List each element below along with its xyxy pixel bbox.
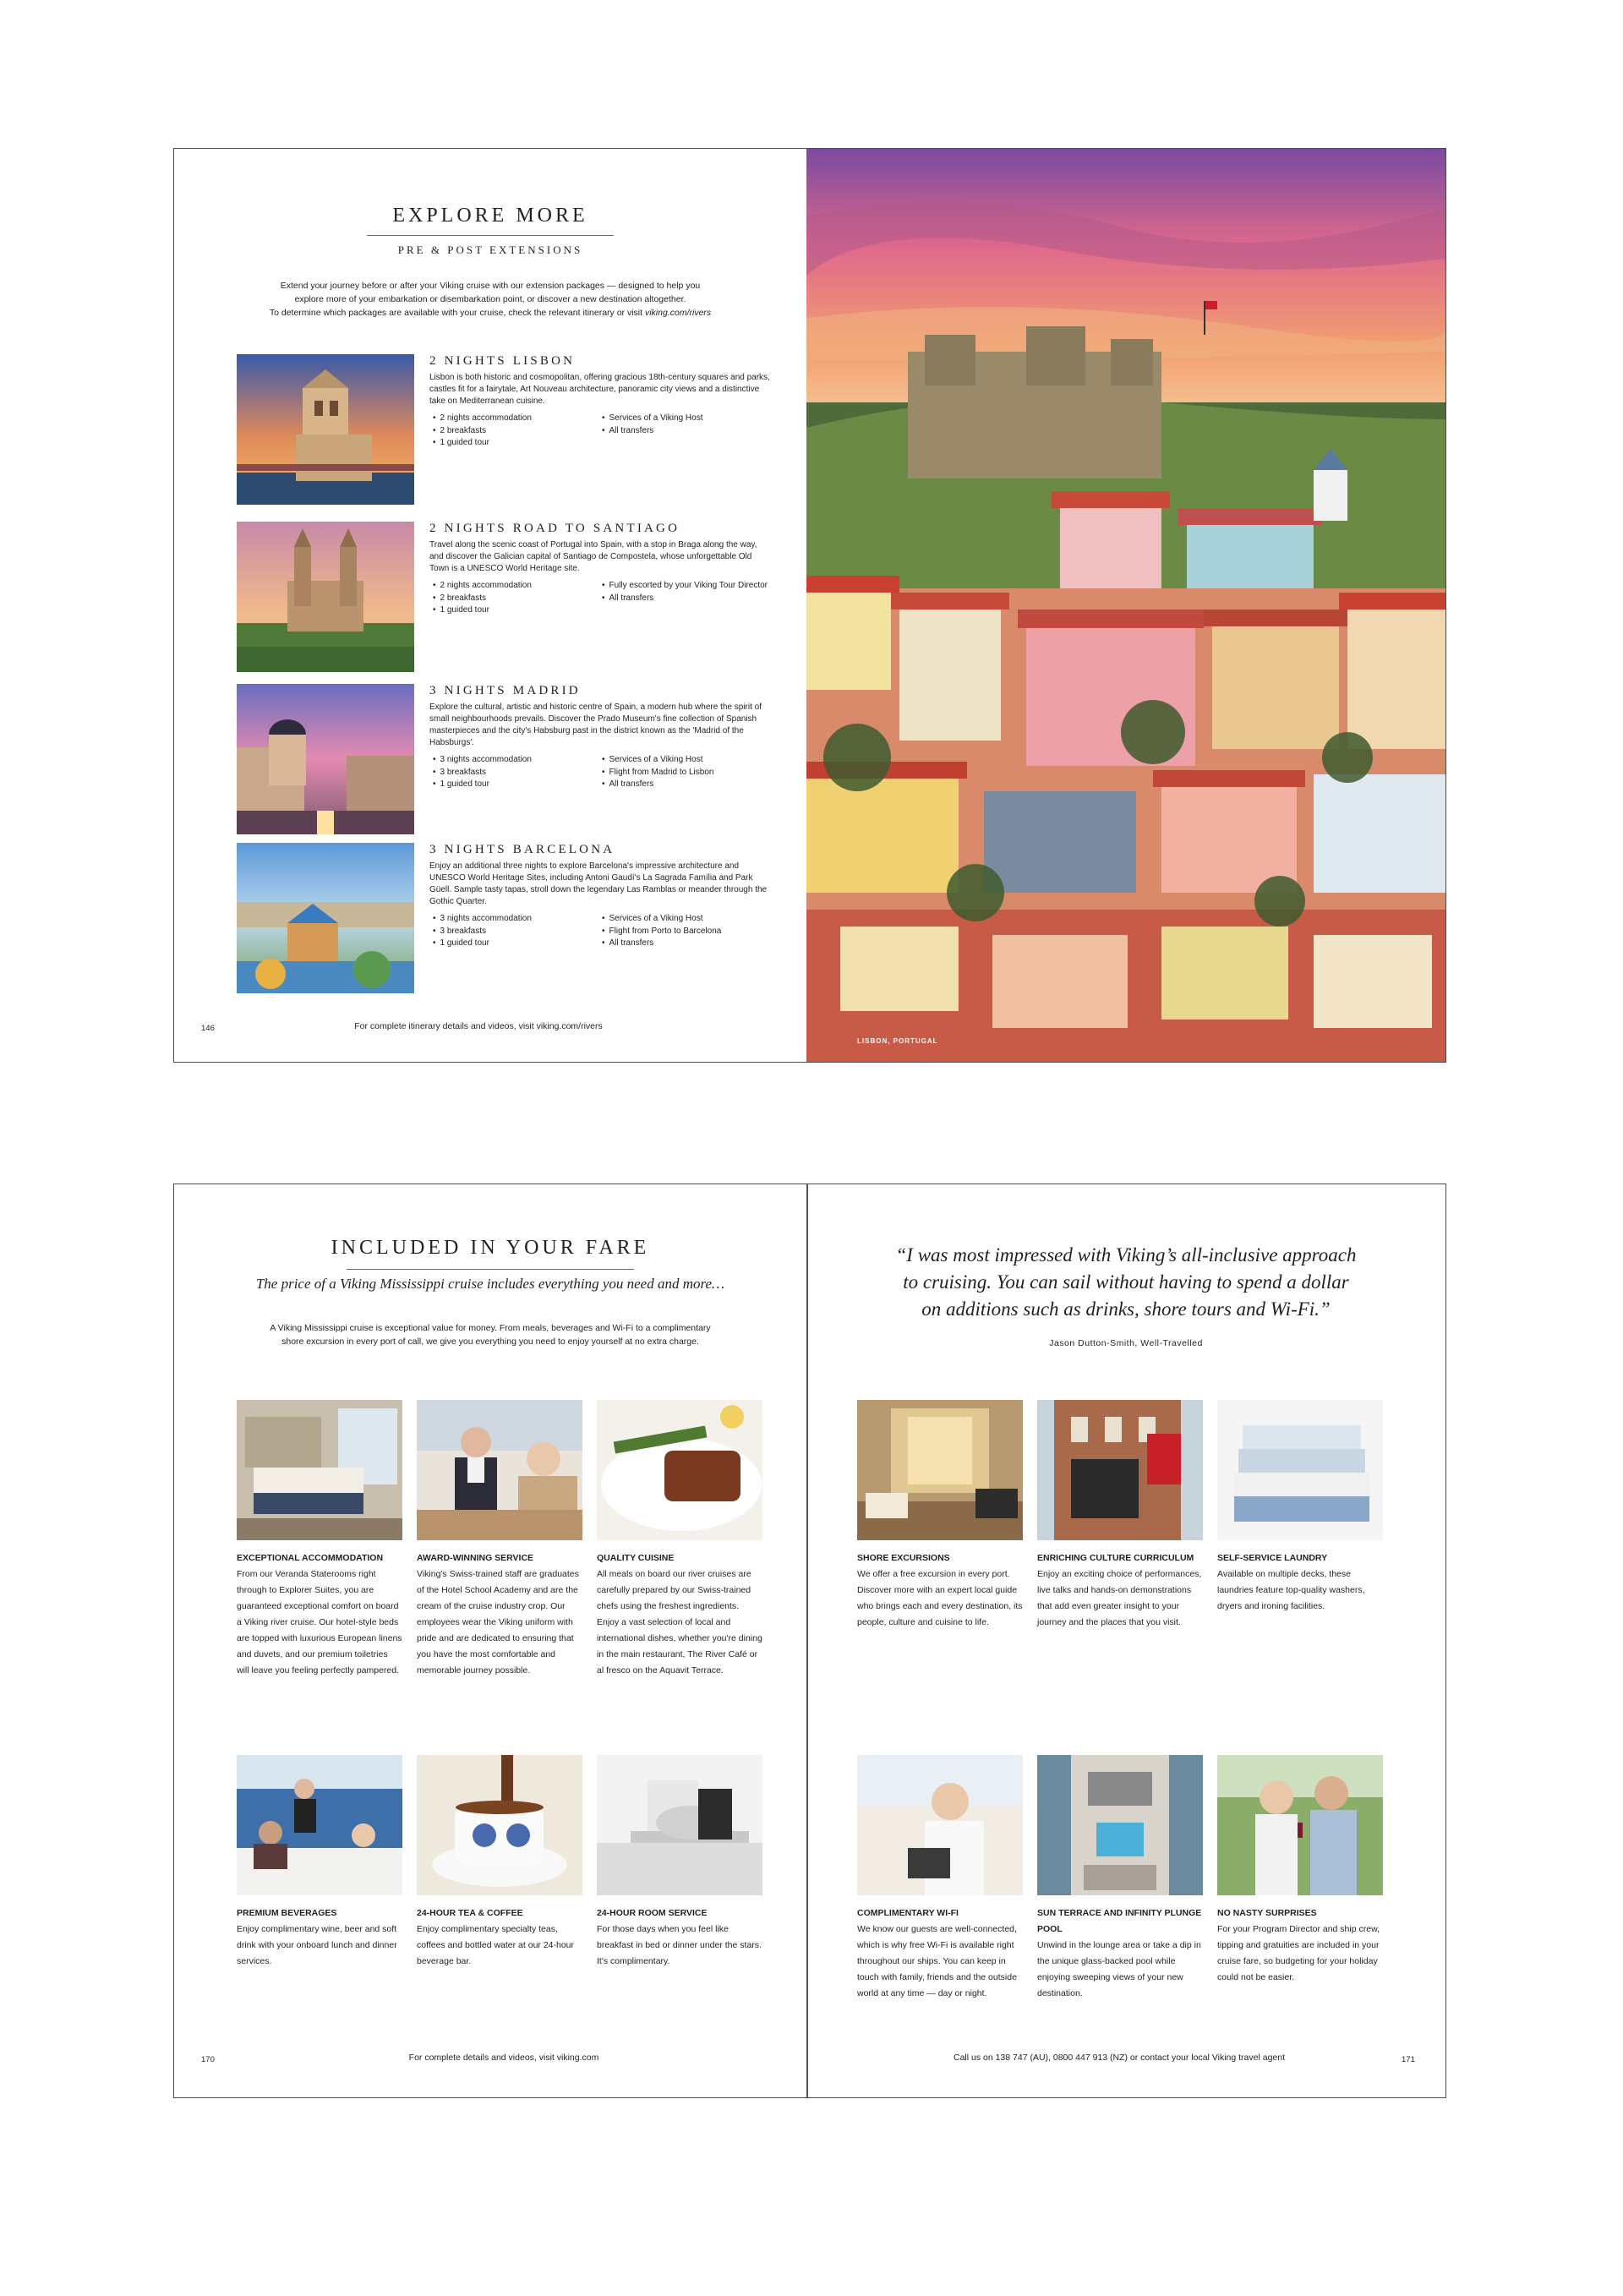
extension-body [429,354,771,450]
feature-text: For those days when you feel like breakfast in bed or dinner under the stars. It's complimentary. [597,1924,762,1966]
stateroom-photo [237,1400,402,1540]
inclusion-item: • Flight from Porto to Barcelona [598,926,768,938]
coffee-cup-photo [417,1755,582,1895]
intro-line: shore excursion in every port of call, we give you everything you need to enjoy yourself at no extra charge. [281,1337,699,1347]
inclusions-col-1 [429,580,598,617]
inclusion-item: • 2 nights accommodation [429,580,598,593]
explore-spread [173,148,1446,1063]
extension-body [429,684,771,791]
quote-attribution: Jason Dutton-Smith, Well-Travelled [1049,1338,1203,1348]
feature-title: ENRICHING CULTURE CURRICULUM [1037,1553,1194,1563]
intro-line: Extend your journey before or after your Viking cruise with our extension packages — designed to help you [280,281,701,291]
inclusion-item: • 2 breakfasts [429,593,598,605]
extension-title: 2 NIGHTS ROAD TO SANTIAGO [429,522,680,535]
feature-tile [597,1755,762,1970]
page-number: 146 [201,1024,215,1033]
feature-title: QUALITY CUISINE [597,1553,675,1563]
inclusions-col-1 [429,913,598,950]
inclusions-col-2 [598,754,768,791]
feature-tile [237,1400,402,1679]
extension-card [237,684,778,834]
feature-title: AWARD-WINNING SERVICE [417,1553,534,1563]
santiago-cathedral-photo [237,522,414,672]
feature-tile [1037,1400,1203,1631]
ship-deck-photo [1037,1755,1203,1895]
quote-line: “I was most impressed with Viking’s all-inclusive approach [895,1244,1357,1266]
feature-text: From our Veranda Staterooms right through to Explorer Suites, you are guaranteed exceptional comfort on board a Viking river cruise. Our hotel-style beds are topped with luxurious European linens and duvets, and our premium toiletries will leave you feeling perfectly pampered. [237,1569,402,1676]
inclusion-item: • Services of a Viking Host [598,913,768,926]
feature-title: SELF-SERVICE LAUNDRY [1217,1553,1328,1563]
feature-text: Enjoy complimentary wine, beer and soft drink with your onboard lunch and dinner services. [237,1924,397,1966]
feature-title: PREMIUM BEVERAGES [237,1908,337,1918]
park-guell-photo [237,843,414,993]
feature-title: NO NASTY SURPRISES [1217,1908,1317,1918]
page-subtitle: PRE & POST EXTENSIONS [397,243,583,256]
lounge-photo [857,1400,1023,1540]
page-footer: For complete details and videos, visit viking.com [408,2053,599,2063]
tablet-photo [857,1755,1023,1895]
inclusion-item: • 3 breakfasts [429,767,598,779]
page-footer: For complete itinerary details and videos, visit viking.com/rivers [354,1021,603,1031]
feature-text: We know our guests are well-connected, which is why free Wi-Fi is available right throughout our ships. You can keep in touch with family, friends and the outside world at any time — day or night. [857,1924,1017,1998]
page-number: 171 [1402,2055,1415,2064]
inclusion-item: • 3 nights accommodation [429,913,598,926]
explore-page [174,149,806,1062]
inclusion-item: • Fully escorted by your Viking Tour Director [598,580,768,593]
inclusions-col-1 [429,413,598,450]
intro-text [208,279,773,320]
extension-title: 2 NIGHTS LISBON [429,354,576,368]
feature-text: Enjoy an exciting choice of performances, live talks and hands-on demonstrations that add even greater insight to your journey and the places that you visit. [1037,1569,1202,1627]
feature-title: SHORE EXCURSIONS [857,1553,950,1563]
title-divider [367,235,614,236]
madrid-metropolis-photo [237,684,414,834]
hero-page [806,149,1445,1062]
quote-page [806,1184,1445,2097]
inclusion-item: • 1 guided tour [429,437,598,450]
feature-tile [857,1755,1023,2002]
extension-card [237,522,778,672]
feature-tile [1217,1755,1383,1986]
lisbon-hero-photo [806,149,1445,1062]
feature-title: COMPLIMENTARY WI-FI [857,1908,959,1918]
inclusion-item: • Services of a Viking Host [598,754,768,767]
feature-tile [417,1755,582,1970]
extension-card [237,354,778,505]
inclusion-item: • 1 guided tour [429,604,598,617]
testimonial-quote [866,1242,1386,1323]
page-footer: Call us on 138 747 (AU), 0800 447 913 (NZ) or contact your local Viking travel agent [953,2053,1286,2063]
feature-text: Available on multiple decks, these laundries feature top-quality washers, dryers and ironing facilities. [1217,1569,1365,1611]
belem-tower-photo [237,354,414,505]
inclusion-item: • All transfers [598,593,768,605]
inclusion-item: • All transfers [598,425,768,438]
feature-text: Enjoy complimentary specialty teas, coffees and bottled water at our 24-hour beverage bar. [417,1924,575,1966]
page-subtitle: The price of a Viking Mississippi cruise includes everything you need and more… [255,1276,725,1292]
intro-text [208,1321,773,1348]
included-spread [173,1184,1446,2098]
inclusions-col-2 [598,913,768,950]
feature-tile [1037,1755,1203,2002]
title-divider [347,1269,634,1270]
couple-wine-photo [1217,1755,1383,1895]
extension-description: Enjoy an additional three nights to explore Barcelona's impressive architecture and UNESCO World Heritage Sites, including Antoni Gaudí's La Sagrada Família and Park Güell. Sample tasty tapas, stroll down the legendary Las Ramblas or meander through the Gothic Quarter. [429,861,768,906]
inclusion-item: • 1 guided tour [429,938,598,950]
feature-text: We offer a free excursion in every port. Discover more with an expert local guide who brings each and every destination, its people, culture and cuisine to life. [857,1569,1023,1627]
museum-photo [1037,1400,1203,1540]
page-title: EXPLORE MORE [392,205,588,227]
extension-description: Travel along the scenic coast of Portugal into Spain, with a stop in Braga along the way, and discover the Galician capital of Santiago de Compostela, whose unforgettable Old Town is a UNESCO World Heritage site. [429,540,757,573]
feature-title: EXCEPTIONAL ACCOMMODATION [237,1553,384,1563]
inclusion-item: • 2 nights accommodation [429,413,598,425]
inclusion-item: • 3 breakfasts [429,926,598,938]
inclusion-item: • All transfers [598,938,768,950]
staff-service-photo [417,1400,582,1540]
page-title: INCLUDED IN YOUR FARE [331,1237,650,1259]
feature-title: 24-HOUR TEA & COFFEE [417,1908,523,1918]
quote-line: to cruising. You can sail without having to spend a dollar [903,1271,1349,1293]
extension-title: 3 NIGHTS BARCELONA [429,843,615,856]
feature-title: 24-HOUR ROOM SERVICE [597,1908,708,1918]
feature-tile [857,1400,1023,1631]
inclusions [429,754,771,791]
inclusions [429,413,771,450]
extension-description: Explore the cultural, artistic and historic centre of Spain, a modern hub where the spirit of small neighbourhoods prevails. Discover the Prado Museum's fine collection of Spanish masterpieces and the city's Habsburg past in the district known as the 'Madrid of the Habsburgs'. [429,702,762,747]
feature-title: SUN TERRACE AND INFINITY PLUNGE POOL [1037,1908,1202,1934]
feature-tile [237,1755,402,1970]
inclusion-item: • Flight from Madrid to Lisbon [598,767,768,779]
feature-text: Viking's Swiss-trained staff are graduates of the Hotel School Academy and are the cream of the cruise industry crop. Our employees wear the Viking uniform with pride and are dedicated to ensuring that you have the most comfortable and memorable journey possible. [417,1569,579,1676]
extension-description: Lisbon is both historic and cosmopolitan, offering gracious 18th-century squares and parks, castles fit for a fairytale, Art Nouveau architecture, panoramic city views and a distinctive take on Mediterranean cuisine. [429,373,770,406]
inclusions-col-2 [598,580,768,617]
photo-caption: LISBON, PORTUGAL [857,1037,938,1045]
extension-body [429,522,771,617]
inclusion-item: • All transfers [598,779,768,791]
quote-line: on additions such as drinks, shore tours and Wi-Fi.” [921,1298,1331,1320]
inclusion-item: • 2 breakfasts [429,425,598,438]
feature-tile [597,1400,762,1679]
feature-text: All meals on board our river cruises are carefully prepared by our Swiss-trained chefs using the freshest ingredients. Enjoy a vast selection of local and international dishes, whether you're dining in the main restaurant, The River Café or al fresco on the Aquavit Terrace. [597,1569,762,1676]
intro-line: To determine which packages are available with your cruise, check the relevant itinerary or visit viking.com/rivers [269,308,712,318]
feature-text: For your Program Director and ship crew, tipping and gratuities are included in your cruise fare, so budgeting for your holiday could not be easier. [1217,1924,1380,1982]
page-number: 170 [201,2055,215,2064]
inclusions [429,913,771,950]
website-link[interactable]: viking.com/rivers [644,308,712,318]
inclusion-item: • Services of a Viking Host [598,413,768,425]
inclusions-col-2 [598,413,768,450]
feature-tile [1217,1400,1383,1615]
extension-title: 3 NIGHTS MADRID [429,684,581,697]
dining-photo [237,1755,402,1895]
intro-line: explore more of your embarkation or disembarkation point, or discover a new destination altogether. [294,294,686,304]
included-page [174,1184,806,2097]
inclusion-item: • 1 guided tour [429,779,598,791]
intro-line: A Viking Mississippi cruise is exceptional value for money. From meals, beverages and Wi-Fi to a complimentary [270,1323,711,1333]
inclusions [429,580,771,617]
extension-body [429,843,771,950]
extension-card [237,843,778,993]
steak-dish-photo [597,1400,762,1540]
feature-text: Unwind in the lounge area or take a dip in the unique glass-backed pool while enjoying sweeping views of your new destination. [1037,1940,1201,1998]
feature-tile [417,1400,582,1679]
inclusion-item: • 3 nights accommodation [429,754,598,767]
inclusions-col-1 [429,754,598,791]
shirts-photo [1217,1400,1383,1540]
room-service-photo [597,1755,762,1895]
